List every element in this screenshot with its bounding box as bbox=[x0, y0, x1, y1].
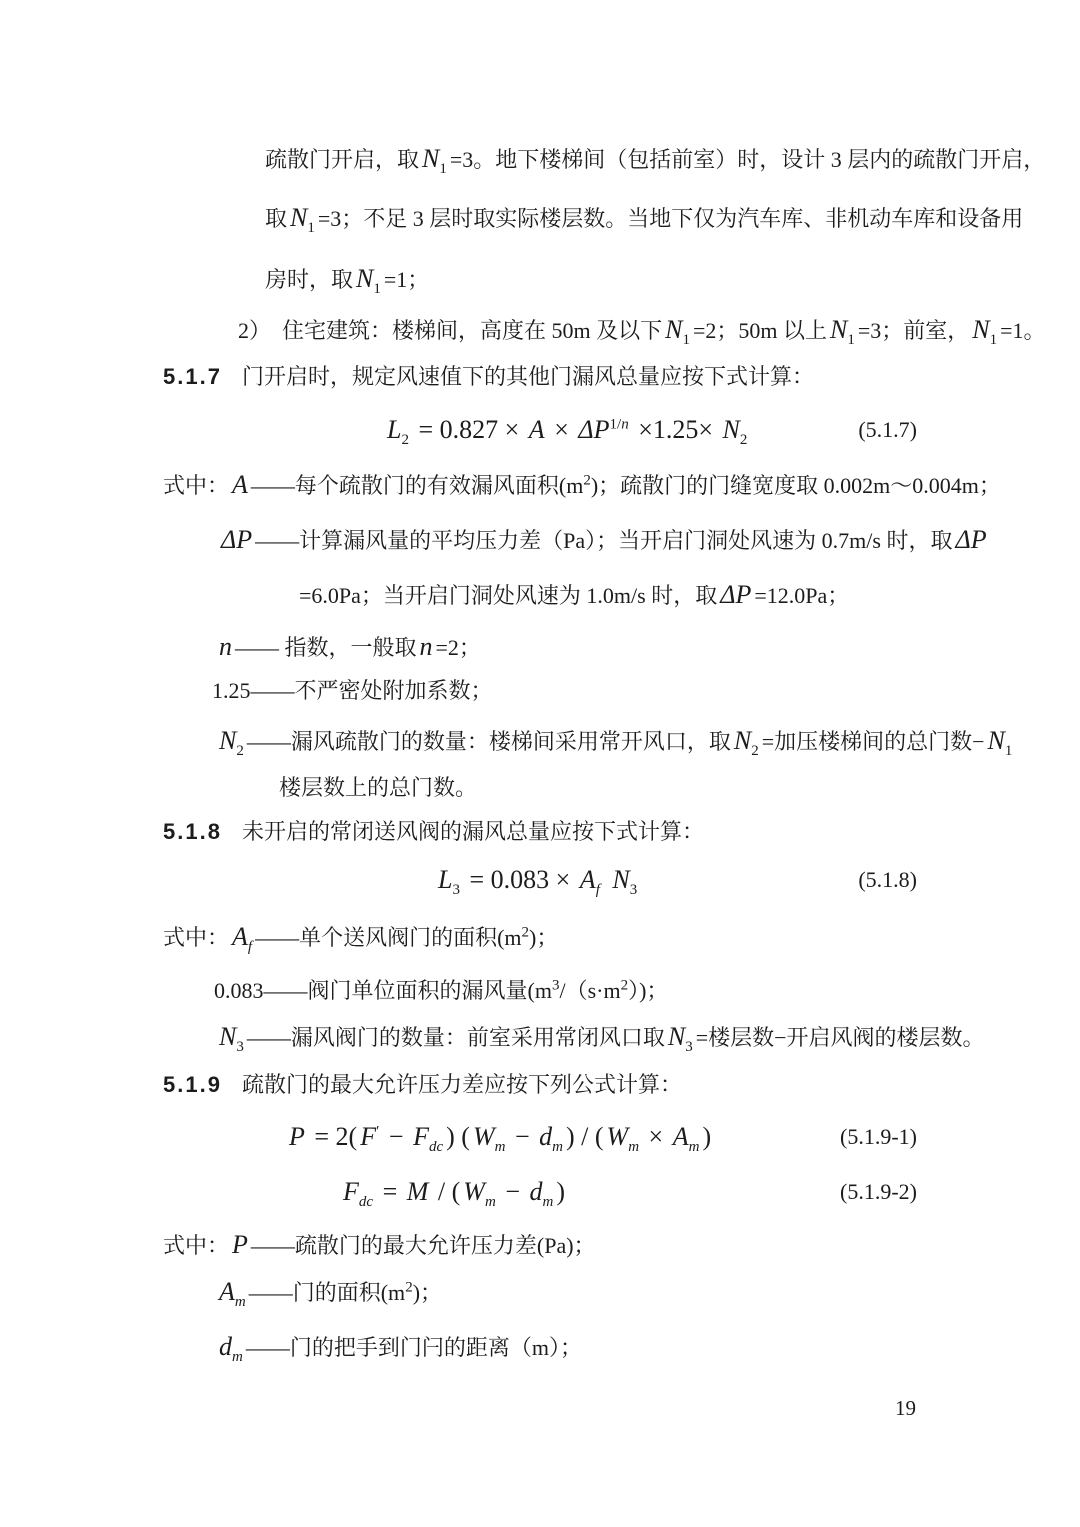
text-segment: =2；50m 以上 bbox=[692, 318, 828, 343]
variable-n1: $N_1$ bbox=[830, 315, 855, 349]
variable-deltaP: ΔP bbox=[955, 525, 987, 554]
definition-1-25 bbox=[212, 666, 493, 716]
text-segment: 房时，取 bbox=[265, 267, 354, 292]
intro-line-3 bbox=[265, 254, 429, 304]
text-segment: 1.25——不严密处附加系数； bbox=[212, 678, 493, 703]
formula-tag-5-1-7: (5.1.7) bbox=[858, 417, 917, 442]
text-segment: ——单个送风阀门的面积(m bbox=[255, 925, 522, 950]
variable-deltaP: ΔP bbox=[720, 580, 752, 609]
formula-text: = bbox=[382, 1177, 398, 1206]
variable-N3: $N_3$ bbox=[667, 1022, 693, 1056]
superscript: 3 bbox=[551, 977, 560, 994]
text-segment: =楼层数−开启风阀的楼层数。 bbox=[695, 1025, 985, 1050]
formula-5-1-8 bbox=[435, 855, 640, 905]
variable-N2: $N_2$ bbox=[722, 415, 748, 449]
formula-text: − bbox=[505, 1177, 520, 1206]
definition-Af bbox=[163, 912, 558, 962]
clause-number: 5.1.9 bbox=[163, 1072, 222, 1097]
definition-deltaP-2 bbox=[299, 570, 849, 620]
variable-n1: $N_1$ bbox=[290, 203, 315, 237]
superscript: 2 bbox=[405, 1279, 413, 1296]
variable-A: A bbox=[232, 470, 248, 499]
clause-title: 门开启时，规定风速值下的其他门漏风总量应按下式计算： bbox=[241, 364, 814, 389]
variable-N1: $N_1$ bbox=[987, 726, 1013, 760]
text-segment: =3；前室， bbox=[857, 318, 970, 343]
text-segment: ——每个疏散门的有效漏风面积(m bbox=[250, 473, 584, 498]
variable-A: A bbox=[528, 415, 545, 444]
clause-title: 疏散门的最大允许压力差应按下列公式计算： bbox=[241, 1072, 682, 1097]
formula-text: = 2( bbox=[314, 1122, 358, 1151]
text-segment: =12.0Pa； bbox=[754, 583, 850, 608]
superscript: 2 bbox=[620, 977, 629, 994]
variable-N3: $N_3$ bbox=[612, 865, 638, 899]
text-segment: =3。地下楼梯间（包括前室）时，设计 3 层内的疏散门开启， bbox=[449, 147, 1046, 172]
variable-dm: $d_m$ bbox=[529, 1177, 554, 1211]
variable-deltaP: $\Delta P^{1/n}$ bbox=[578, 415, 629, 444]
formula-row-5-1-9-2 bbox=[163, 1167, 917, 1217]
formula-5-1-9-2 bbox=[340, 1167, 565, 1217]
formula-text: × bbox=[554, 415, 569, 444]
text-segment: 式中： bbox=[163, 473, 230, 498]
text-segment: ——门的把手到门闩的距离（m）； bbox=[245, 1335, 582, 1360]
definition-N2-2 bbox=[279, 763, 477, 813]
definition-deltaP-1 bbox=[218, 515, 990, 565]
intro-line-2 bbox=[265, 193, 1023, 243]
text-segment: =1。 bbox=[1000, 318, 1046, 343]
text-segment: 式中： bbox=[163, 925, 230, 950]
formula-5-1-7 bbox=[384, 405, 750, 455]
variable-Af: $A_f$ bbox=[579, 865, 600, 899]
text-segment: /（s·m bbox=[559, 978, 621, 1003]
formula-text: ) ( bbox=[446, 1122, 470, 1151]
intro-line-1 bbox=[265, 134, 1045, 184]
formula-text: − bbox=[388, 1122, 404, 1151]
text-segment: 住宅建筑：楼梯间，高度在 50m 及以下 bbox=[282, 318, 663, 343]
variable-Wm: $W_m$ bbox=[472, 1122, 506, 1156]
formula-text: × bbox=[648, 1122, 664, 1151]
definition-dm bbox=[216, 1322, 582, 1372]
text-segment: =加压楼梯间的总门数− bbox=[761, 729, 985, 754]
variable-n1: $N_1$ bbox=[972, 315, 998, 349]
variable-P: P bbox=[232, 1230, 248, 1259]
text-segment: =2； bbox=[435, 635, 481, 660]
variable-L2: $L_2$ bbox=[387, 415, 409, 449]
formula-text: ) bbox=[702, 1122, 712, 1151]
text-segment: 式中： bbox=[163, 1233, 230, 1258]
variable-Am: $A_m$ bbox=[672, 1122, 700, 1156]
variable-N2: $N_2$ bbox=[733, 726, 759, 760]
variable-Af: $A_f$ bbox=[232, 922, 253, 956]
variable-P: P bbox=[289, 1122, 305, 1151]
text-segment: =1； bbox=[383, 267, 430, 292]
text-segment: 取 bbox=[265, 206, 288, 231]
text-segment: ——疏散门的最大允许压力差(Pa)； bbox=[250, 1233, 596, 1258]
text-segment: ——计算漏风量的平均压力差（Pa）；当开启门洞处风速为 0.7m/s 时，取 bbox=[255, 528, 953, 553]
clause-title: 未开启的常闭送风阀的漏风总量应按下式计算： bbox=[241, 819, 704, 844]
formula-text: ×1.25× bbox=[638, 415, 714, 444]
variable-N2: $N_2$ bbox=[219, 726, 244, 760]
variable-n: n bbox=[219, 632, 232, 661]
text-segment: ——漏风阀门的数量：前室采用常闭风口取 bbox=[246, 1025, 665, 1050]
variable-L3: $L_3$ bbox=[438, 865, 460, 899]
formula-row-5-1-7 bbox=[163, 405, 917, 455]
variable-n1: $N_1$ bbox=[356, 264, 381, 298]
definition-Am bbox=[216, 1267, 442, 1317]
clause-number: 5.1.8 bbox=[163, 819, 222, 844]
formula-tag-5-1-9-1: (5.1.9-1) bbox=[840, 1124, 917, 1149]
superscript: 2 bbox=[583, 472, 591, 489]
clause-5-1-9-heading bbox=[163, 1060, 682, 1110]
text-segment: )； bbox=[529, 925, 559, 950]
variable-N3: $N_3$ bbox=[219, 1022, 244, 1056]
text-segment: ——漏风疏散门的数量：楼梯间采用常开风口，取 bbox=[246, 729, 731, 754]
text-segment: =3；不足 3 层时取实际楼层数。当地下仅为汽车库、非机动车库和设备用 bbox=[317, 206, 1024, 231]
text-segment: 楼层数上的总门数。 bbox=[279, 775, 478, 800]
definition-N3 bbox=[216, 1012, 985, 1062]
definition-P bbox=[163, 1220, 596, 1270]
formula-5-1-9-1 bbox=[286, 1112, 711, 1162]
text-segment: )； bbox=[412, 1280, 443, 1305]
text-segment: 0.083——阀门单位面积的漏风量(m bbox=[214, 978, 552, 1003]
list-item-2 bbox=[238, 305, 1046, 355]
variable-dm: $d_m$ bbox=[539, 1122, 563, 1156]
formula-text: ) bbox=[556, 1177, 565, 1206]
text-segment: =6.0Pa；当开启门洞处风速为 1.0m/s 时，取 bbox=[299, 583, 718, 608]
variable-Fdc: $F_{dc}$ bbox=[413, 1122, 444, 1156]
variable-M: M bbox=[406, 1177, 429, 1206]
clause-5-1-7-heading bbox=[163, 352, 814, 402]
variable-deltaP: ΔP bbox=[221, 525, 253, 554]
text-segment: ）)； bbox=[628, 978, 669, 1003]
clause-5-1-8-heading bbox=[163, 807, 704, 857]
formula-text: ) / ( bbox=[565, 1122, 604, 1151]
variable-n1: $N_1$ bbox=[665, 315, 690, 349]
definition-A bbox=[163, 460, 1001, 510]
text-segment: )；疏散门的门缝宽度取 0.002m～0.004m； bbox=[590, 473, 1001, 498]
clause-number: 5.1.7 bbox=[163, 364, 222, 389]
variable-F-prime: F′ bbox=[360, 1122, 380, 1151]
formula-text: = 0.827 × bbox=[418, 415, 520, 444]
variable-Fdc: $F_{dc}$ bbox=[343, 1177, 374, 1211]
variable-Wm: $W_m$ bbox=[606, 1122, 640, 1156]
definition-N2-1 bbox=[216, 716, 1015, 766]
formula-text: − bbox=[514, 1122, 530, 1151]
formula-row-5-1-9-1 bbox=[163, 1112, 917, 1162]
page-number: 19 bbox=[895, 1396, 916, 1420]
list-item-number: 2） bbox=[238, 318, 272, 343]
formula-row-5-1-8 bbox=[163, 855, 917, 905]
text-segment: ——门的面积(m bbox=[248, 1280, 406, 1305]
definition-n bbox=[216, 622, 481, 672]
formula-tag-5-1-9-2: (5.1.9-2) bbox=[840, 1179, 917, 1204]
formula-tag-5-1-8: (5.1.8) bbox=[858, 867, 917, 892]
variable-n: n bbox=[419, 632, 433, 661]
variable-n1: $N_1$ bbox=[422, 144, 447, 178]
formula-text: = 0.083 × bbox=[469, 865, 571, 894]
superscript: 2 bbox=[521, 924, 530, 941]
variable-dm: $d_m$ bbox=[219, 1332, 243, 1366]
definition-0-083 bbox=[214, 966, 668, 1016]
variable-Am: $A_m$ bbox=[219, 1277, 246, 1311]
text-segment: —— 指数，一般取 bbox=[235, 635, 417, 660]
variable-Wm: $W_m$ bbox=[463, 1177, 496, 1211]
text-segment: 疏散门开启，取 bbox=[265, 147, 420, 172]
formula-text: / ( bbox=[437, 1177, 461, 1206]
